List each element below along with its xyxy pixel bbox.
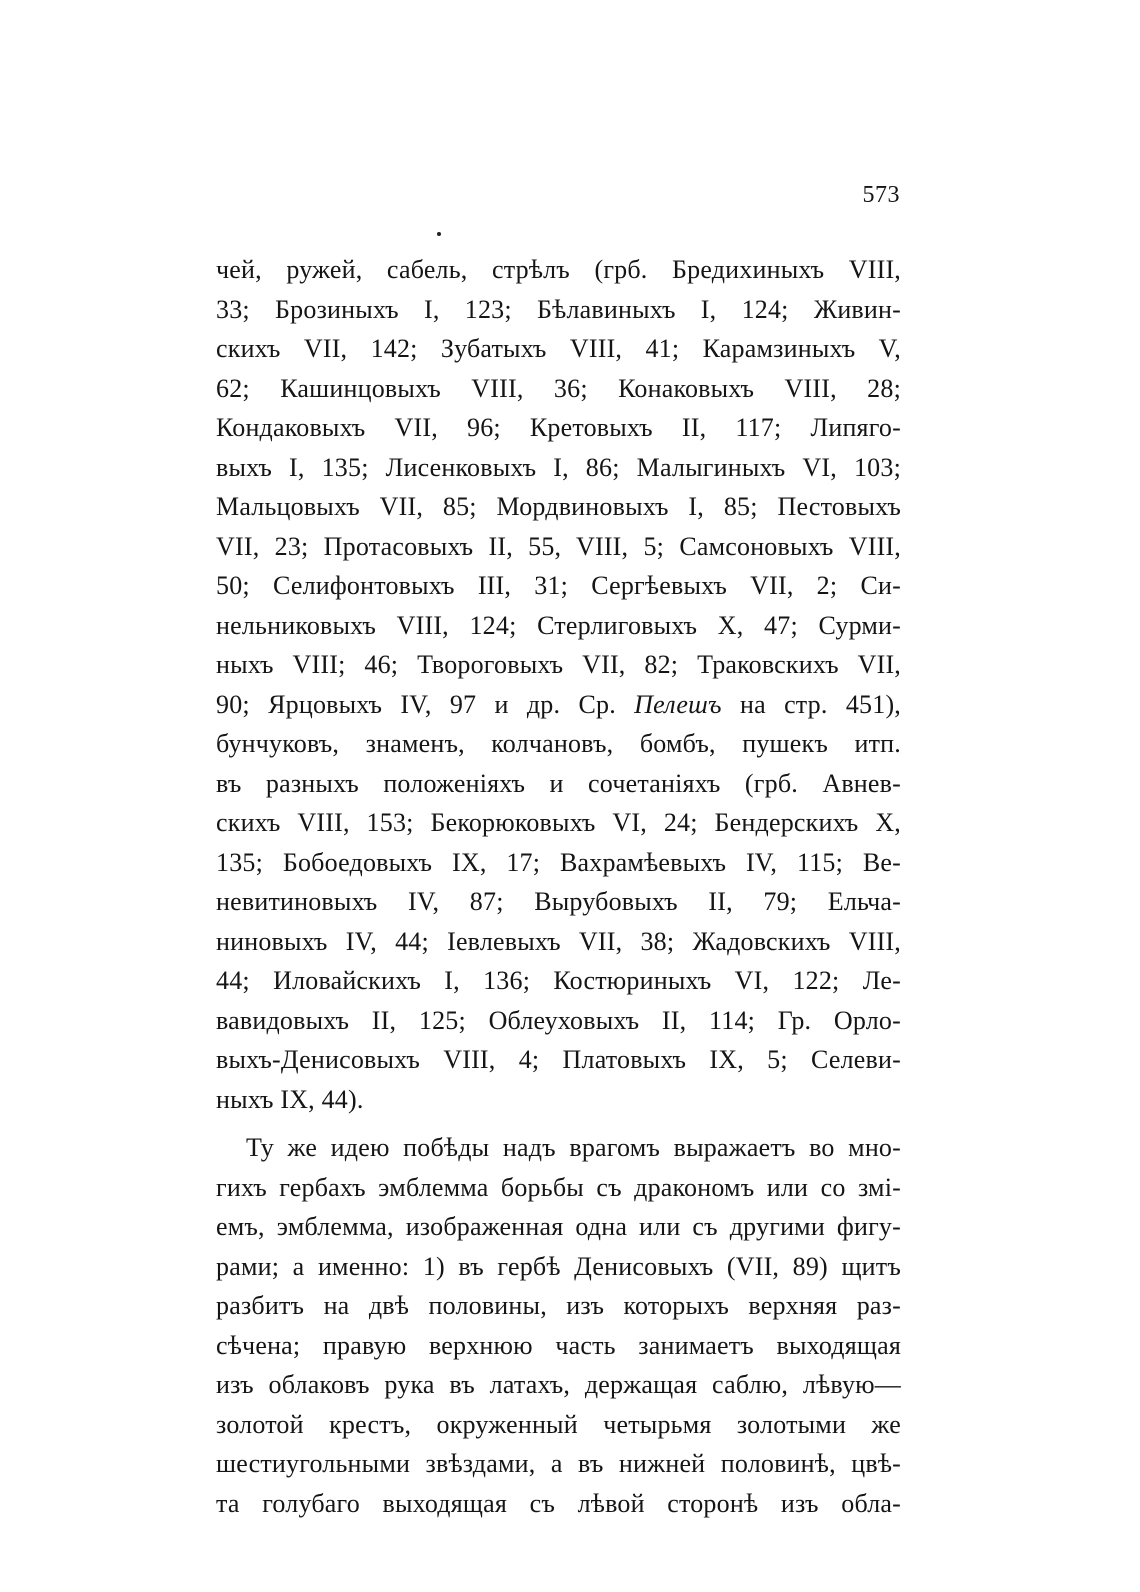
text-line-with-reference: [216, 685, 901, 725]
print-speck: [437, 232, 441, 236]
text-line: шестиугольными звѣздами, а въ нижней половинѣ, цвѣ-: [216, 1449, 901, 1478]
text-line: невитиновыхъ IV, 87; Вырубовыхъ II, 79; Ельча-: [216, 887, 901, 916]
paragraph-1: [216, 250, 901, 1119]
italic-reference: Пелешъ: [634, 689, 722, 719]
text-line: 62; Кашинцовыхъ VIII, 36; Конаковыхъ VIII, 28;: [216, 373, 901, 403]
text-line: емъ, эмблемма, изображенная одна или съ другими фигу-: [216, 1212, 901, 1241]
text-line: ниновыхъ IV, 44; Іевлевыхъ VII, 38; Жадовскихъ VIII,: [216, 926, 901, 956]
text-line: Мальцовыхъ VII, 85; Мордвиновыхъ I, 85; Пестовыхъ: [216, 492, 901, 521]
text-line: ныхъ IX, 44).: [216, 1084, 364, 1114]
text-line: 135; Бобоедовыхъ IX, 17; Вахрамѣевыхъ IV, 115; Ве-: [216, 847, 901, 877]
paragraph-2: [216, 1128, 901, 1523]
text-line: рами; а именно: 1) въ гербѣ Денисовыхъ (VII, 89) щитъ: [216, 1251, 901, 1281]
text-line: VII, 23; Протасовыхъ II, 55, VIII, 5; Самсоновыхъ VIII,: [216, 531, 901, 561]
text-segment: на стр. 451),: [739, 689, 902, 719]
text-line: сѣчена; правую верхнюю часть занимаетъ выходящая: [216, 1330, 901, 1360]
text-line: гихъ гербахъ эмблемма борьбы съ дракономъ или со змі-: [216, 1172, 901, 1202]
text-line: та голубаго выходящая съ лѣвой сторонѣ изъ обла-: [216, 1488, 901, 1518]
text-line: 33; Брозиныхъ I, 123; Бѣлавиныхъ I, 124; Живин-: [216, 294, 901, 324]
text-line: золотой крестъ, окруженный четырьмя золотыми же: [216, 1409, 901, 1439]
text-line: 50; Селифонтовыхъ III, 31; Сергѣевыхъ VII, 2; Си-: [216, 571, 901, 600]
body-text: [216, 250, 901, 1523]
text-line: Ту же идею побѣды надъ врагомъ выражаетъ во мно-: [246, 1133, 901, 1162]
text-line: скихъ VII, 142; Зубатыхъ VIII, 41; Карамзиныхъ V,: [216, 334, 901, 363]
page-number: 573: [862, 182, 900, 208]
text-line: изъ облаковъ рука въ латахъ, держащая саблю, лѣвую—: [216, 1370, 901, 1399]
text-segment: 90; Ярцовыхъ IV, 97 и др. Ср.: [216, 689, 616, 719]
text-line: разбитъ на двѣ половины, изъ которыхъ верхняя раз-: [216, 1291, 901, 1320]
text-line: Кондаковыхъ VII, 96; Кретовыхъ II, 117; Липяго-: [216, 413, 901, 442]
text-line: 44; Иловайскихъ I, 136; Костюриныхъ VI, 122; Ле-: [216, 966, 901, 995]
text-line: выхъ I, 135; Лисенковыхъ I, 86; Малыгиныхъ VI, 103;: [216, 452, 901, 482]
text-line: ныхъ VIII; 46; Твороговыхъ VII, 82; Траковскихъ VII,: [216, 650, 901, 679]
text-line: въ разныхъ положеніяхъ и сочетаніяхъ (грб. Авнев-: [216, 768, 901, 798]
text-line: вавидовыхъ II, 125; Облеуховыхъ II, 114; Гр. Орло-: [216, 1005, 901, 1035]
text-line: нельниковыхъ VIII, 124; Стерлиговыхъ X, 47; Сурми-: [216, 610, 901, 640]
text-line: бунчуковъ, знаменъ, колчановъ, бомбъ, пушекъ итп.: [216, 729, 901, 758]
text-line: выхъ-Денисовыхъ VIII, 4; Платовыхъ IX, 5; Селеви-: [216, 1045, 901, 1074]
text-line: скихъ VIII, 153; Бекорюковыхъ VI, 24; Бендерскихъ X,: [216, 808, 901, 837]
text-line: чей, ружей, сабель, стрѣлъ (грб. Бредихиныхъ VIII,: [216, 255, 901, 284]
